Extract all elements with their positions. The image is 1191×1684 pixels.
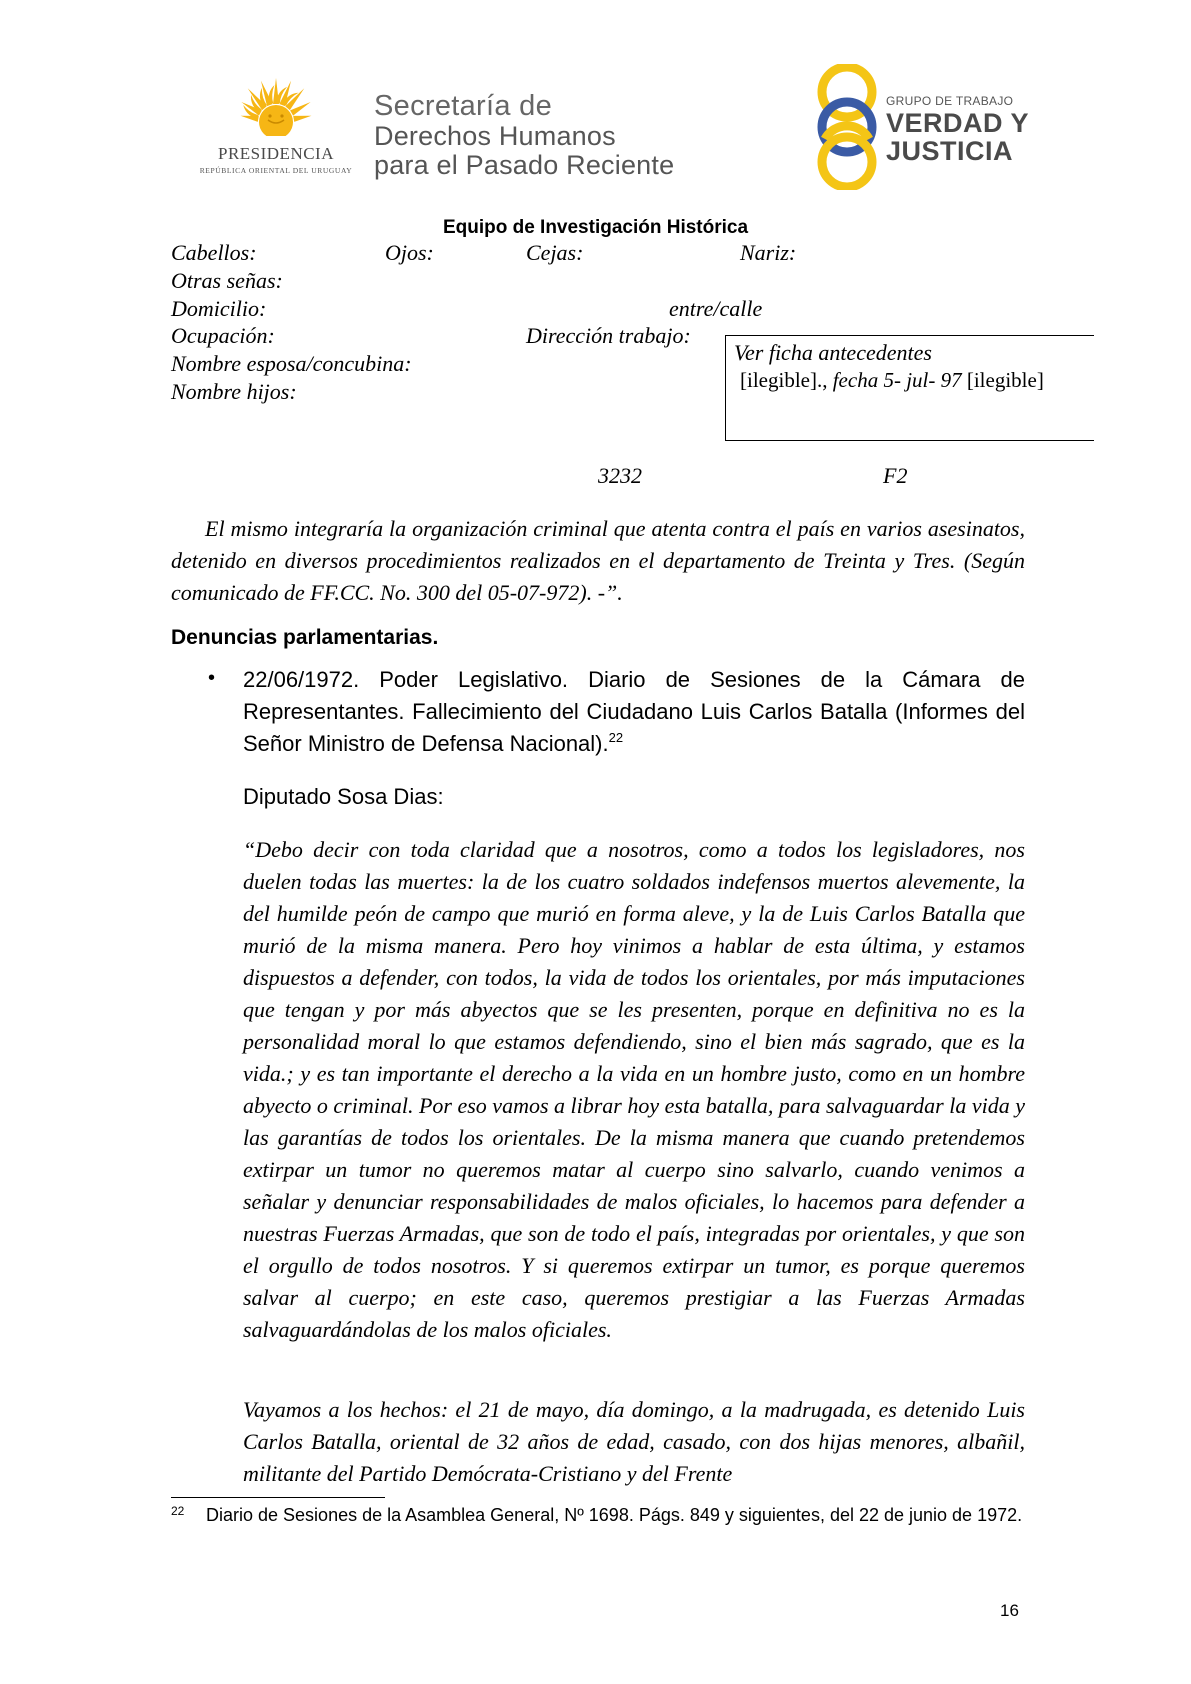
secretaria-title xyxy=(374,92,674,179)
label-direccion-trabajo: Dirección trabajo: xyxy=(526,323,691,348)
box-fecha-line xyxy=(740,368,1044,393)
grupo-trabajo-label: GRUPO DE TRABAJO xyxy=(886,94,1014,108)
interlocked-rings-icon xyxy=(812,64,882,190)
bullet-icon: • xyxy=(208,667,216,689)
label-entre-calle: entre/calle xyxy=(669,296,763,321)
label-cabellos: Cabellos: xyxy=(171,240,257,265)
label-nombre-hijos: Nombre hijos: xyxy=(171,379,297,404)
intro-paragraph: El mismo integraría la organización criminal que atenta contra el país en varios asesinatos, detenido en diversos procedimientos realizados en el departamento de Treinta y Tres. (Según comunicado de FF.CC. No. 300 del 05-07-972). -”. xyxy=(171,516,1025,605)
label-ojos: Ojos: xyxy=(385,240,434,265)
label-nombre-esposa: Nombre esposa/concubina: xyxy=(171,351,412,376)
quote-paragraph-2: Vayamos a los hechos: el 21 de mayo, día domingo, a la madrugada, es detenido Luis Carlos Batalla, oriental de 32 años de edad, casado, con dos hijas menores, albañil, militante del Partido Demócrata-Cristiano y del Frente xyxy=(243,1397,1025,1486)
secretaria-line1: Secretaría de xyxy=(374,90,552,122)
footnote-mark: 22 xyxy=(171,1504,185,1518)
page-number: 16 xyxy=(1000,1601,1019,1620)
code-f: F2 xyxy=(883,463,908,488)
team-title: Equipo de Investigación Histórica xyxy=(442,217,749,238)
verdad-justicia-logo xyxy=(812,64,1032,190)
footnote-text: Diario de Sesiones de la Asamblea General, Nº 1698. Págs. 849 y siguientes, del 22 de junio de 1972. xyxy=(206,1505,1023,1525)
box-illegible-1: [ilegible]., xyxy=(740,368,828,392)
justicia-label: JUSTICIA xyxy=(886,136,1014,166)
antecedentes-box xyxy=(725,335,1094,441)
box-fecha: fecha 5- jul- 97 xyxy=(827,368,967,392)
label-otras-senas: Otras señas: xyxy=(171,268,283,293)
bullet-item xyxy=(243,664,1025,760)
bullet-text: 22/06/1972. Poder Legislativo. Diario de Sesiones de la Cámara de Representantes. Fallecimiento del Ciudadano Luis Carlos Batalla (Informes del Señor Ministro de Defensa Nacional). xyxy=(243,667,1025,756)
quote-paragraph-1: “Debo decir con toda claridad que a nosotros, como a todos los legisladores, nos duelen todas las muertes: la de los cuatro soldados indefensos muertos alevemente, la del humilde peón de campo que murió en forma aleve, y la de Luis Carlos Batalla que murió de la misma manera. Pero hoy vinimos a hablar de esta última, y estamos dispuestos a defender, con todos, la vida de todos los orientales, por más imputaciones que tengan y por más abyectos que se les presenten, porque en definitiva no es la personalidad moral lo que estamos defendiendo, sino el bien más sagrado, que es la vida.; y es tan importante el derecho a la vida en un hombre justo, como en un hombre abyecto o criminal. Por eso vamos a librar hoy esta batalla, para salvaguardar la vida y las garantías de todos los orientales. De la misma manera que cuando pretendemos extirpar un tumor no queremos matar al cuerpo sino salvarlo, cuando venimos a señalar y denunciar responsabilidades de malos oficiales, lo hacemos para defender a nuestras Fuerzas Armadas, que son de todo el país, integradas por orientales, y que son el orgullo de todos nosotros. Y si queremos extirpar un tumor, es porque queremos salvar al cuerpo; en este caso, queremos prestigiar a las Fuerzas Armadas salvaguardándolas de los malos oficiales. xyxy=(243,837,1025,1342)
label-ocupacion: Ocupación: xyxy=(171,323,275,348)
verdad-label: VERDAD Y xyxy=(886,108,1030,138)
label-domicilio: Domicilio: xyxy=(171,296,267,321)
presidencia-subtitle: REPÚBLICA ORIENTAL DEL URUGUAY xyxy=(199,166,353,175)
label-nariz: Nariz: xyxy=(740,240,797,265)
presidencia-label: PRESIDENCIA xyxy=(217,144,334,163)
section-heading: Denuncias parlamentarias. xyxy=(171,626,439,649)
label-cejas: Cejas: xyxy=(526,240,584,265)
code-number: 3232 xyxy=(598,463,642,488)
presidencia-logo xyxy=(196,78,356,178)
footnote-divider xyxy=(171,1497,385,1498)
sun-of-may-icon xyxy=(196,78,356,144)
speaker-label: Diputado Sosa Dias: xyxy=(243,784,444,809)
secretaria-line2: Derechos Humanos xyxy=(374,121,616,151)
box-ver-ficha: Ver ficha antecedentes xyxy=(734,340,932,365)
footnote-reference: 22 xyxy=(608,730,624,745)
secretaria-line3: para el Pasado Reciente xyxy=(374,150,675,180)
box-illegible-2: [ilegible] xyxy=(966,368,1044,392)
